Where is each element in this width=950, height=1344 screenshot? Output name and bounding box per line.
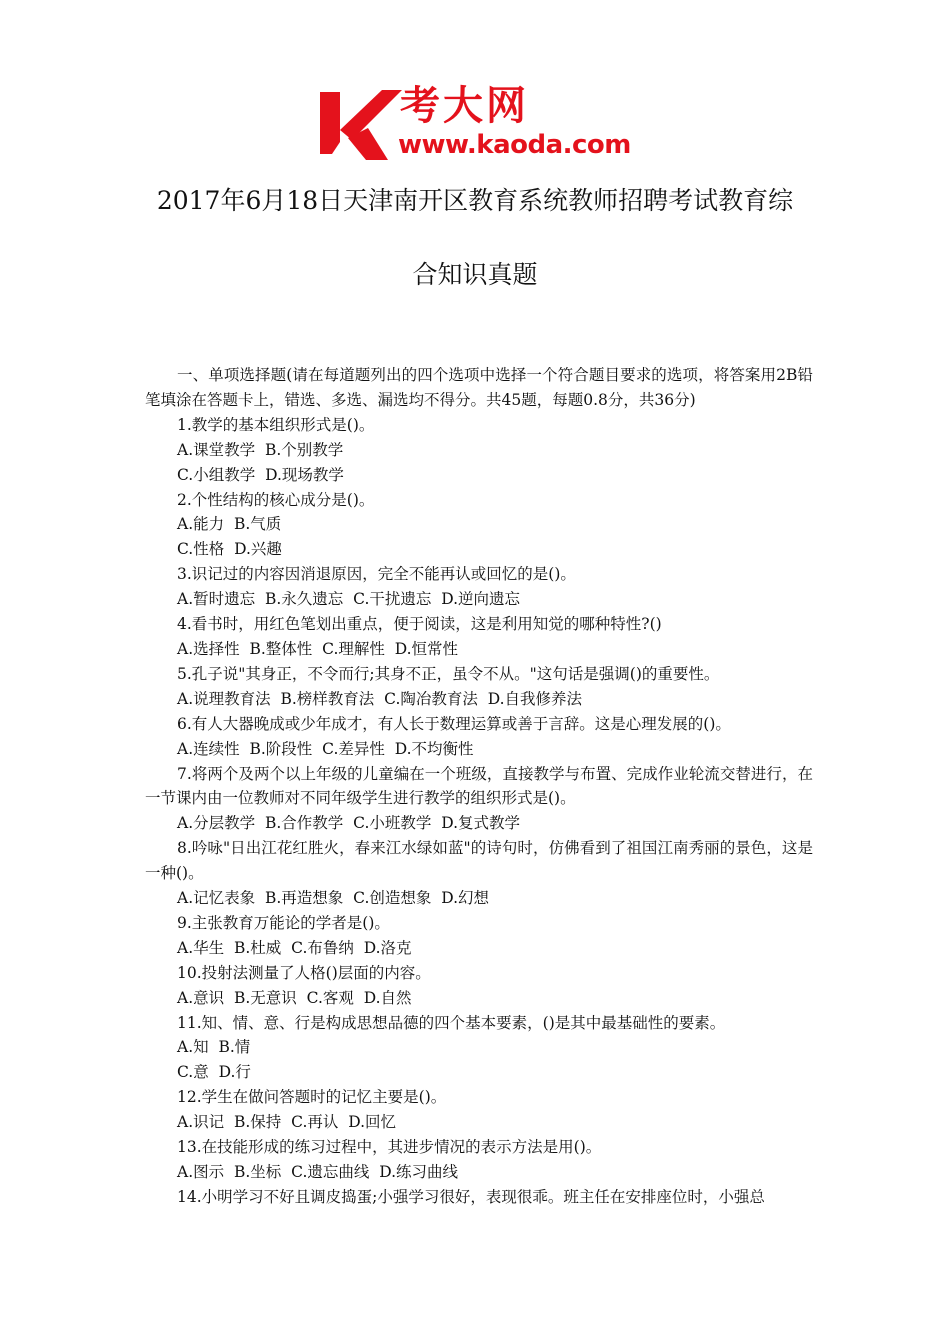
question-text: 9.主张教育万能论的学者是()。 bbox=[177, 913, 390, 932]
logo-chinese-text: 考大网 bbox=[400, 83, 529, 129]
question-list bbox=[145, 413, 813, 1210]
question-text: 14.小明学习不好且调皮捣蛋;小强学习很好，表现很乖。班主任在安排座位时，小强总 bbox=[177, 1187, 765, 1206]
section-intro: 一、单项选择题(请在每道题列出的四个选项中选择一个符合题目要求的选项，将答案用2B铅笔填涂在答题卡上，错选、多选、漏选均不得分。共45题，每题0.8分，共36分) bbox=[145, 366, 813, 409]
logo-url-text: www.kaoda.com bbox=[398, 130, 631, 160]
answer-options: A.课堂教学 B.个别教学 bbox=[177, 440, 344, 459]
k-logo-icon bbox=[318, 82, 402, 162]
question-text: 5.孔子说"其身正，不令而行;其身不正，虽令不从。"这句话是强调()的重要性。 bbox=[177, 664, 720, 683]
answer-options: A.连续性 B.阶段性 C.差异性 D.不均衡性 bbox=[177, 739, 474, 758]
answer-options: C.性格 D.兴趣 bbox=[177, 540, 282, 559]
answer-options: A.分层教学 B.合作教学 C.小班教学 D.复式教学 bbox=[177, 814, 521, 833]
answer-options: A.华生 B.杜威 C.布鲁纳 D.洛克 bbox=[177, 938, 412, 957]
page-title-line-1: 2017年6月18日天津南开区教育系统教师招聘考试教育综 bbox=[156, 186, 794, 215]
question-text: 6.有人大器晚成或少年成才，有人长于数理运算或善于言辞。这是心理发展的()。 bbox=[177, 714, 731, 733]
question-text: 2.个性结构的核心成分是()。 bbox=[177, 490, 375, 509]
answer-options: A.识记 B.保持 C.再认 D.回忆 bbox=[177, 1113, 397, 1132]
answer-options: A.图示 B.坐标 C.遗忘曲线 D.练习曲线 bbox=[177, 1163, 459, 1181]
question-text: 8.吟咏"日出江花红胜火，春来江水绿如蓝"的诗句时，仿佛看到了祖国江南秀丽的景色，这是一种()。 bbox=[145, 839, 813, 883]
question-text: 7.将两个及两个以上年级的儿童编在一个班级，直接教学与布置、完成作业轮流交替进行，在一节课内由一位教师对不同年级学生进行教学的组织形式是()。 bbox=[145, 764, 813, 808]
exam-content bbox=[145, 363, 813, 1210]
answer-options: A.暂时遗忘 B.永久遗忘 C.干扰遗忘 D.逆向遗忘 bbox=[177, 590, 521, 609]
kaoda-logo bbox=[318, 82, 648, 162]
question-text: 4.看书时，用红色笔划出重点，便于阅读，这是利用知觉的哪种特性?() bbox=[177, 615, 662, 634]
answer-options: A.说理教育法 B.榜样教育法 C.陶冶教育法 D.自我修养法 bbox=[177, 689, 583, 708]
answer-options: A.选择性 B.整体性 C.理解性 D.恒常性 bbox=[177, 639, 459, 658]
question-text: 10.投射法测量了人格()层面的内容。 bbox=[177, 963, 431, 982]
answer-options: C.意 D.行 bbox=[177, 1063, 251, 1082]
answer-options: C.小组教学 D.现场教学 bbox=[177, 465, 344, 484]
answer-options: A.记忆表象 B.再造想象 C.创造想象 D.幻想 bbox=[177, 889, 490, 908]
question-text: 1.教学的基本组织形式是()。 bbox=[177, 415, 375, 434]
answer-options: A.知 B.情 bbox=[177, 1038, 251, 1057]
question-text: 13.在技能形成的练习过程中，其进步情况的表示方法是用()。 bbox=[177, 1138, 602, 1157]
question-text: 3.识记过的内容因消退原因，完全不能再认或回忆的是()。 bbox=[177, 565, 576, 584]
page-title-line-2: 合知识真题 bbox=[412, 260, 538, 289]
question-text: 12.学生在做问答题时的记忆主要是()。 bbox=[177, 1088, 447, 1107]
question-text: 11.知、情、意、行是构成思想品德的四个基本要素，()是其中最基础性的要素。 bbox=[177, 1013, 726, 1032]
answer-options: A.意识 B.无意识 C.客观 D.自然 bbox=[177, 988, 412, 1007]
answer-options: A.能力 B.气质 bbox=[177, 515, 282, 534]
